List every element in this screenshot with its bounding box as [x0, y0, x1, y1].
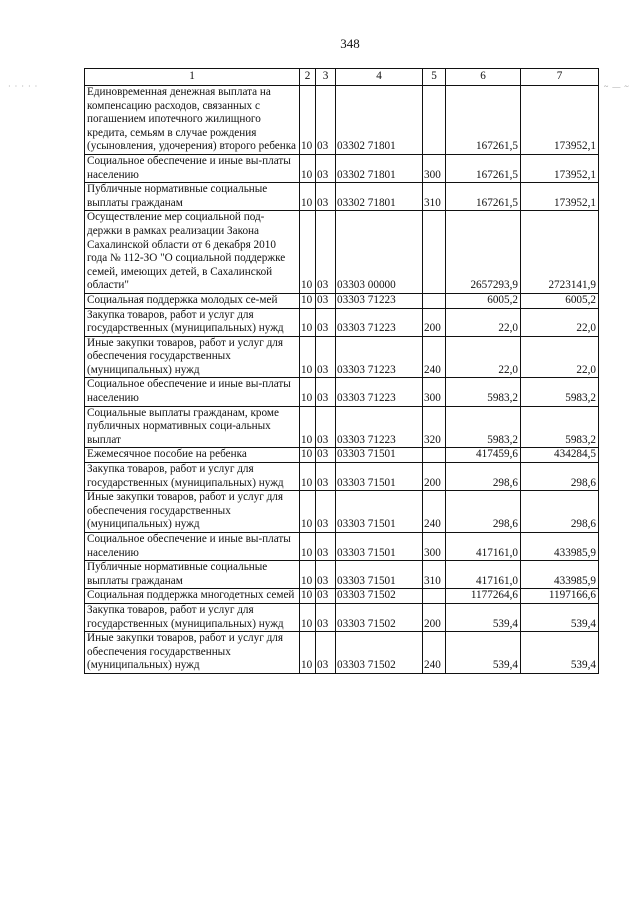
column-header: 4	[336, 69, 423, 86]
row-section-cell: 10	[300, 154, 316, 182]
row-subsection-cell: 03	[316, 632, 336, 674]
row-target-article-cell: 03303 71502	[336, 603, 423, 631]
row-amount-year1-cell: 417161,0	[446, 533, 521, 561]
table-row	[85, 154, 599, 182]
row-name-cell: Социальное обеспечение и иные вы-платы населению	[85, 533, 300, 561]
row-subsection-cell: 03	[316, 603, 336, 631]
row-amount-year2-cell: 22,0	[521, 336, 599, 378]
column-header: 3	[316, 69, 336, 86]
scan-artifact-right: ~ — ~	[604, 82, 630, 91]
row-target-article-cell: 03303 71501	[336, 491, 423, 533]
table-row	[85, 183, 599, 211]
table-row	[85, 308, 599, 336]
row-amount-year1-cell: 1177264,6	[446, 589, 521, 604]
row-amount-year2-cell: 433985,9	[521, 533, 599, 561]
table-row	[85, 448, 599, 463]
row-amount-year1-cell: 2657293,9	[446, 211, 521, 294]
row-name-cell: Иные закупки товаров, работ и услуг для обеспечения государственных (муниципальных) нужд	[85, 491, 300, 533]
row-target-article-cell: 03302 71801	[336, 154, 423, 182]
row-subsection-cell: 03	[316, 183, 336, 211]
row-subsection-cell: 03	[316, 336, 336, 378]
table-row	[85, 632, 599, 674]
row-name-cell: Иные закупки товаров, работ и услуг для обеспечения государственных (муниципальных) нужд	[85, 336, 300, 378]
row-amount-year2-cell: 539,4	[521, 632, 599, 674]
row-subsection-cell: 03	[316, 293, 336, 308]
row-amount-year2-cell: 5983,2	[521, 378, 599, 406]
table-row	[85, 406, 599, 448]
row-expense-type-cell	[423, 86, 446, 155]
row-name-cell: Закупка товаров, работ и услуг для государственных (муниципальных) нужд	[85, 308, 300, 336]
row-name-cell: Публичные нормативные социальные выплаты гражданам	[85, 183, 300, 211]
row-amount-year1-cell: 298,6	[446, 463, 521, 491]
row-amount-year1-cell: 167261,5	[446, 86, 521, 155]
row-expense-type-cell: 310	[423, 561, 446, 589]
row-name-cell: Социальные выплаты гражданам, кроме публичных нормативных соци-альных выплат	[85, 406, 300, 448]
table-row	[85, 211, 599, 294]
row-amount-year1-cell: 6005,2	[446, 293, 521, 308]
row-target-article-cell: 03303 71502	[336, 589, 423, 604]
row-expense-type-cell	[423, 448, 446, 463]
row-subsection-cell: 03	[316, 589, 336, 604]
row-expense-type-cell	[423, 589, 446, 604]
row-section-cell: 10	[300, 293, 316, 308]
row-amount-year2-cell: 539,4	[521, 603, 599, 631]
row-section-cell: 10	[300, 561, 316, 589]
row-name-cell: Ежемесячное пособие на ребенка	[85, 448, 300, 463]
row-amount-year2-cell: 173952,1	[521, 154, 599, 182]
row-target-article-cell: 03302 71801	[336, 183, 423, 211]
row-name-cell: Иные закупки товаров, работ и услуг для обеспечения государственных (муниципальных) нужд	[85, 632, 300, 674]
table-row	[85, 378, 599, 406]
row-subsection-cell: 03	[316, 378, 336, 406]
row-section-cell: 10	[300, 589, 316, 604]
row-expense-type-cell: 310	[423, 183, 446, 211]
row-section-cell: 10	[300, 336, 316, 378]
row-subsection-cell: 03	[316, 211, 336, 294]
row-amount-year2-cell: 173952,1	[521, 86, 599, 155]
row-expense-type-cell: 300	[423, 154, 446, 182]
row-expense-type-cell	[423, 211, 446, 294]
row-name-cell: Социальное обеспечение и иные вы-платы населению	[85, 378, 300, 406]
row-expense-type-cell: 240	[423, 632, 446, 674]
row-target-article-cell: 03302 71801	[336, 86, 423, 155]
row-expense-type-cell	[423, 293, 446, 308]
row-subsection-cell: 03	[316, 533, 336, 561]
column-header: 2	[300, 69, 316, 86]
row-name-cell: Социальное обеспечение и иные вы-платы населению	[85, 154, 300, 182]
row-section-cell: 10	[300, 86, 316, 155]
row-subsection-cell: 03	[316, 448, 336, 463]
page-number: 348	[340, 36, 360, 51]
row-section-cell: 10	[300, 378, 316, 406]
table-row	[85, 533, 599, 561]
row-amount-year2-cell: 298,6	[521, 463, 599, 491]
row-amount-year2-cell: 22,0	[521, 308, 599, 336]
row-expense-type-cell: 200	[423, 463, 446, 491]
table-row	[85, 589, 599, 604]
row-amount-year1-cell: 417161,0	[446, 561, 521, 589]
row-amount-year2-cell: 298,6	[521, 491, 599, 533]
table-row	[85, 603, 599, 631]
row-name-cell: Социальная поддержка молодых се-мей	[85, 293, 300, 308]
row-target-article-cell: 03303 71501	[336, 561, 423, 589]
row-amount-year1-cell: 167261,5	[446, 183, 521, 211]
row-amount-year2-cell: 6005,2	[521, 293, 599, 308]
row-section-cell: 10	[300, 211, 316, 294]
row-subsection-cell: 03	[316, 86, 336, 155]
scan-artifact-left: · · · · ·	[8, 82, 39, 91]
row-name-cell: Публичные нормативные социальные выплаты гражданам	[85, 561, 300, 589]
table-row	[85, 463, 599, 491]
row-amount-year1-cell: 539,4	[446, 603, 521, 631]
row-expense-type-cell: 240	[423, 491, 446, 533]
row-amount-year1-cell: 22,0	[446, 308, 521, 336]
row-section-cell: 10	[300, 533, 316, 561]
row-expense-type-cell: 320	[423, 406, 446, 448]
row-target-article-cell: 03303 71223	[336, 293, 423, 308]
row-subsection-cell: 03	[316, 561, 336, 589]
row-amount-year1-cell: 298,6	[446, 491, 521, 533]
row-section-cell: 10	[300, 406, 316, 448]
row-expense-type-cell: 300	[423, 533, 446, 561]
row-section-cell: 10	[300, 632, 316, 674]
row-target-article-cell: 03303 71223	[336, 378, 423, 406]
row-section-cell: 10	[300, 603, 316, 631]
row-name-cell: Закупка товаров, работ и услуг для государственных (муниципальных) нужд	[85, 603, 300, 631]
row-amount-year2-cell: 173952,1	[521, 183, 599, 211]
row-target-article-cell: 03303 71223	[336, 336, 423, 378]
row-section-cell: 10	[300, 183, 316, 211]
row-target-article-cell: 03303 71223	[336, 406, 423, 448]
row-name-cell: Осуществление мер социальной под-держки в рамках реализации Закона Сахалинской области от 6 декабря 2010 года № 112-ЗО "О социальной поддержке семей, имеющих детей, в Сахалинской области"	[85, 211, 300, 294]
row-expense-type-cell: 200	[423, 603, 446, 631]
row-amount-year1-cell: 167261,5	[446, 154, 521, 182]
row-section-cell: 10	[300, 463, 316, 491]
header-row	[85, 69, 599, 86]
row-subsection-cell: 03	[316, 308, 336, 336]
row-name-cell: Социальная поддержка многодетных семей	[85, 589, 300, 604]
row-target-article-cell: 03303 71502	[336, 632, 423, 674]
row-expense-type-cell: 200	[423, 308, 446, 336]
row-name-cell: Закупка товаров, работ и услуг для государственных (муниципальных) нужд	[85, 463, 300, 491]
table-row	[85, 86, 599, 155]
table-row	[85, 561, 599, 589]
table-row	[85, 491, 599, 533]
row-amount-year1-cell: 5983,2	[446, 378, 521, 406]
column-header: 5	[423, 69, 446, 86]
row-amount-year1-cell: 5983,2	[446, 406, 521, 448]
row-amount-year2-cell: 2723141,9	[521, 211, 599, 294]
column-header: 7	[521, 69, 599, 86]
row-amount-year2-cell: 5983,2	[521, 406, 599, 448]
row-subsection-cell: 03	[316, 154, 336, 182]
row-section-cell: 10	[300, 308, 316, 336]
row-amount-year2-cell: 434284,5	[521, 448, 599, 463]
row-target-article-cell: 03303 71501	[336, 463, 423, 491]
row-amount-year1-cell: 417459,6	[446, 448, 521, 463]
row-amount-year1-cell: 539,4	[446, 632, 521, 674]
budget-table	[84, 68, 599, 674]
row-section-cell: 10	[300, 448, 316, 463]
row-amount-year2-cell: 433985,9	[521, 561, 599, 589]
row-subsection-cell: 03	[316, 491, 336, 533]
row-amount-year1-cell: 22,0	[446, 336, 521, 378]
row-target-article-cell: 03303 71501	[336, 533, 423, 561]
row-subsection-cell: 03	[316, 406, 336, 448]
row-subsection-cell: 03	[316, 463, 336, 491]
table-row	[85, 293, 599, 308]
row-expense-type-cell: 300	[423, 378, 446, 406]
column-header: 1	[85, 69, 300, 86]
row-target-article-cell: 03303 71223	[336, 308, 423, 336]
row-name-cell: Единовременная денежная выплата на компенсацию расходов, связанных с погашением ипотечного жилищного кредита, семьям в случае рождения (усыновления, удочерения) второго ребенка	[85, 86, 300, 155]
row-amount-year2-cell: 1197166,6	[521, 589, 599, 604]
row-section-cell: 10	[300, 491, 316, 533]
row-expense-type-cell: 240	[423, 336, 446, 378]
table-row	[85, 336, 599, 378]
column-header: 6	[446, 69, 521, 86]
row-target-article-cell: 03303 00000	[336, 211, 423, 294]
row-target-article-cell: 03303 71501	[336, 448, 423, 463]
